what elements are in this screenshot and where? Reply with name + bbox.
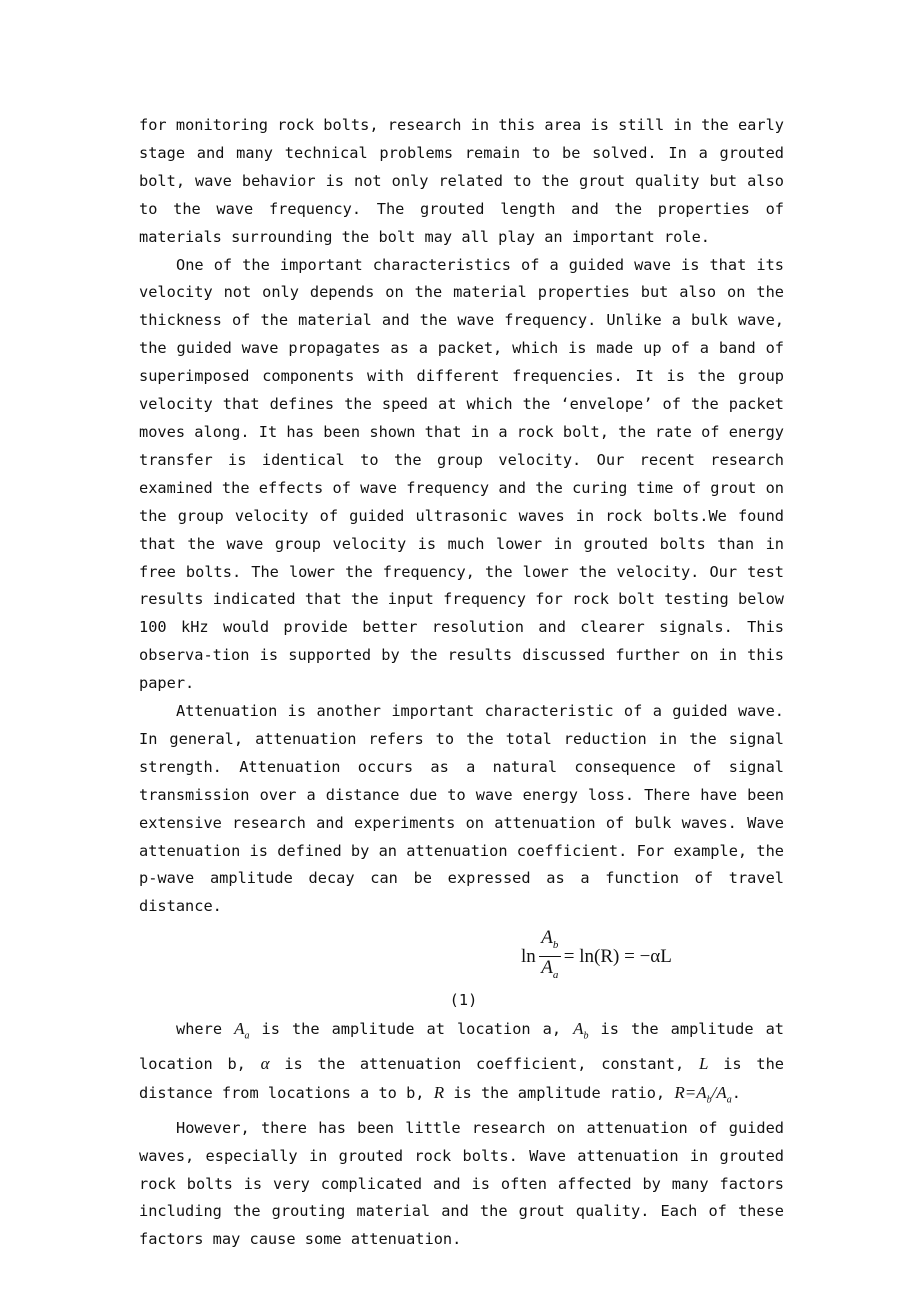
equation-ln: ln xyxy=(521,945,536,967)
symbol-R: R xyxy=(433,1083,445,1103)
equation-rhs: = ln(R) = −αL xyxy=(563,945,672,967)
paragraph-intro-continued: for monitoring rock bolts, research in this area is still in the early stage and many technical problems remain to be solved. In a grouted bolt, wave behavior is not only related to the grout quality but also to the wave frequency. The grouted length and the properties of materials surrounding the bolt may all play an important role. xyxy=(139,116,784,246)
symbol-Ab: $A_b$ xyxy=(573,1019,589,1042)
paper-page xyxy=(139,112,784,1254)
symbol-L: L xyxy=(698,1054,709,1074)
paragraph-attenuation: Attenuation is another important characteristic of a guided wave. In general, attenuation refers to the total reduction in the signal strength. Attenuation occurs as a natural consequence of signal transmission over a distance due to wave energy loss. There have been extensive research and experiments on attenuation of bulk waves. Wave attenuation is defined by an attenuation coefficient. For example, the p-wave amplitude decay can be expressed as a function of travel distance. xyxy=(139,702,784,916)
symbol-Aa: $A_a$ xyxy=(234,1019,250,1042)
equation-body xyxy=(521,927,672,986)
symbol-alpha: α xyxy=(260,1054,270,1074)
paragraph-where: where $A_a$ is the amplitude at location a, $A_b$ is the amplitude at location b, α is the attenuation coefficient, constant, L is the distance from locations a to b, R is the amplitude ratio, $R=A_b/A_a$. xyxy=(139,1019,785,1106)
paragraph-guided-wave-velocity: One of the important characteristics of a guided wave is that its velocity not only depends on the material properties but also on the thickness of the material and the wave frequency. Unlike a bulk wave, the guided wave propagates as a packet, which is made up of a band of superimposed components with different frequencies. It is the group velocity that defines the speed at which the ‘envelope’ of the packet moves along. It has been shown that in a rock bolt, the rate of energy transfer is identical to the group velocity. Our recent research examined the effects of wave frequency and the curing time of grout on the group velocity of guided ultrasonic waves in rock bolts.We found that the wave group velocity is much lower in grouted bolts than in free bolts. The lower the frequency, the lower the velocity. Our test results indicated that the input frequency for rock bolt testing below 100 kHz would provide better resolution and clearer signals. This observa-tion is supported by the results discussed further on in this paper. xyxy=(139,255,784,693)
paragraph-guided-attenuation: However, there has been little research on attenuation of guided waves, especially in grouted rock bolts. Wave attenuation in grouted rock bolts is very complicated and is often affected by many factors including the grouting material and the grout quality. Each of these factors may cause some attenuation. xyxy=(139,1118,784,1249)
symbol-ratio: $R=A_b/A_a$ xyxy=(674,1083,732,1106)
equation-fraction xyxy=(539,927,561,986)
equation-1 xyxy=(139,921,784,987)
fraction-numerator: $A_b$ xyxy=(541,927,559,952)
fraction-denominator: $A_a$ xyxy=(541,957,559,981)
equation-number: (1) xyxy=(449,991,478,1010)
